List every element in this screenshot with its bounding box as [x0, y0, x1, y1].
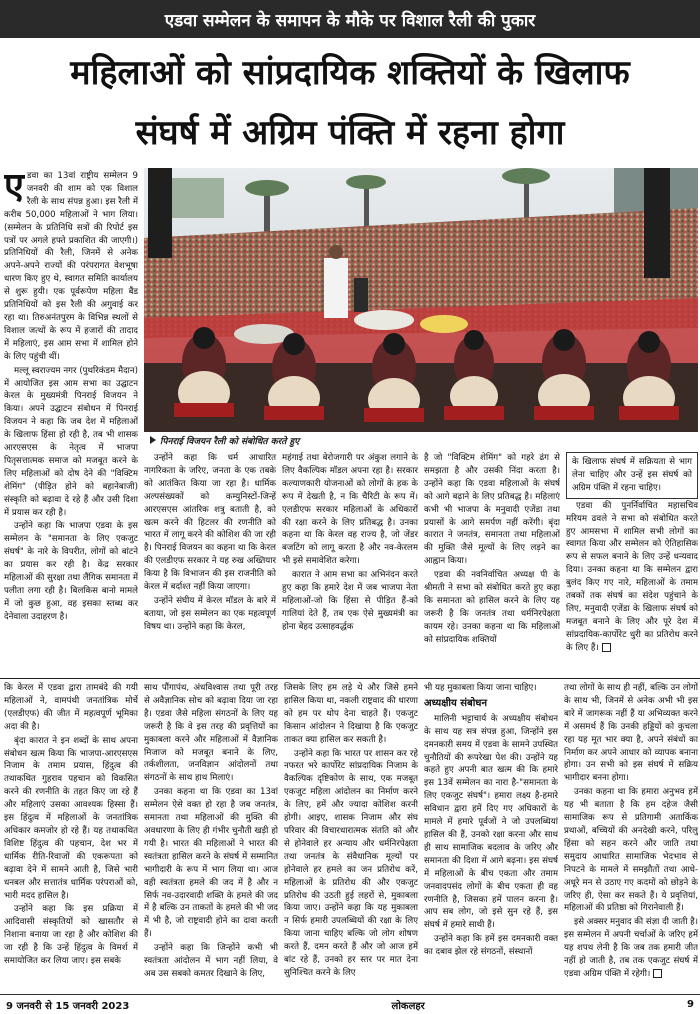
article-paragraph: उन्होंने कहा कि जिन्होंने कभी भी स्वतंत्रता आंदोलन में भाग नहीं लिया, वे अब उस सबको कमतर दिखाने के लिए,: [144, 943, 278, 979]
article-paragraph: तथा लोगों के साथ ही नहीं, बल्कि उन लोगों के साथ भी, जिनमें से अनेक अभी भी इस बारे में जागरूक नहीं हैं या अभिव्यक्त करने में असमर्थ हैं कि उनकी हड्डियों को कुचला रहा यह मूत भार क्या है, अपने संबंधों का निर्माण कर अपने आधार को व्यापक बनाना होगा। उन सभी को इस संघर्ष में सक्रिय भागीदार बनना होगा।: [564, 683, 698, 784]
article-paragraph: मालिनी भट्टाचार्य के अध्यक्षीय संबोधन के साथ यह सत्र संपन्न हुआ, जिन्होंने इस दमनकारी समय में एडवा के सामने उपस्थित चुनौतियों की रूपरेखा पेश की। उन्होंने यह कहते हुए अपनी बात खत्म की कि हमारे इस 13वें सम्मेलन का नारा है-"समानता के लिए एकजुट संघर्ष"। हमारा लक्ष्य है-हमारे सविधान द्वारा हमें दिए गए अधिकारों के मामले में हमारे पूर्वजों ने जो उपलब्धियां हासिल की हैं, उनको रक्षा करना और साथ ही साथ सामाजिक बदलाव के जरिए और समानता की दिशा में आगे बढ़ना। इस संघर्ष में महिलाओं के बीच एकता और तमाम जनवादपसंद लोगों के बीच एकता ही वह रणनीति है, जिसका हमें पालन करना है। आप सब लोग, जो इसे सुन रहे हैं, इस संघर्ष में हमारे साथी हैं।: [424, 713, 558, 931]
article-paragraph: एडवा की पुनर्निर्वाचित महासचिव मरियम ढवले ने सभा को संबोधित करते हुए आमसभा में शामिल सभी लोगों का स्वागत किया और सम्मेलन को ऐतिहासिक रूप से सफल बनाने के लिए उन्हें धन्यवाद दिया। उनका कहना था कि सम्मेलन द्वारा बुलंद किए गए नारे, महिलाओं के तमाम तबकों तक संघर्ष का संदेश पहुंचाने के लिए, मनुवादी एजेंडा के खिलाफ संघर्ष को मजबूत बनाने के लिए और पूरे देश में सांप्रदायिक-कार्पोरेट धुरी का प्रतिरोध करने के लिए हैं।: [566, 500, 698, 653]
kicker-text: एडवा सम्मेलन के समापन के मौके पर विशाल रैली की पुकार: [164, 10, 536, 31]
page-footer: [0, 994, 700, 1014]
article-paragraph: उन्होंने कहा कि इस प्रक्रिया में आदिवासी संस्कृतियों को खासतौर से निशाना बनाया जा रहा है और कोशिश की जा रही है कि उन्हें हिंदुत्व के विमर्श में समायोजित कर लिया जाए। इस सबके: [4, 904, 138, 967]
article-paragraph: मल्लू स्वराज्यम नगर (पुथरिकंडम मैदान) में आयोजित इस आम सभा का उद्घाटन केरल के मुख्यमंत्री पिनराई विजयन ने किया। अपने उद्घाटन संबोधन में पिनराई विजयन ने कहा कि जब देश में महिलाओं के खिलाफ हिंसा हो रही है, तब भी शासक आरएसएस के नेतृत्व में भाजपा पितृसत्तात्मक समाज को मजबूत करने के लिए महिलाओं को दोष देने की "विक्टिम शेमिंग" (पीड़ित होने को बहानेबाजी) संस्कृति को बढ़ावा दे रहे हैं और उसी दिशा में प्रयास कर रही है।: [4, 365, 138, 518]
drop-cap: ए: [4, 170, 24, 207]
article-paragraph: उन्होंने कहा कि धर्म आधारित नागरिकता के जरिए, जनता के एक तबके को आतंकित किया जा रहा है। धार्मिक अल्पसंख्यकों को कम्युनिस्टों-जिन्हें आरएसएस आंतरिक शत्रु बताती है, को खत्म करने की हिटलर की रणनीति को भारत में लागू करने की कोशिश की जा रही है। पिनराई विजयन का कहना था कि केरल की एलडीएफ सरकार ने यह रुख अख्तियार किया है कि विभाजन की इस राजनीति को केरल में बर्दाश्त नहीं किया जाएगा।: [144, 453, 276, 593]
article-paragraph: उनका कहना था कि एडवा का 13वां सम्मेलन ऐसे वक्त हो रहा है जब जनतंत्र, समानता तथा महिलाओं की मुक्ति की अवधारणा के लिए ही गंभीर चुनौती खड़ी हो गयी है। भारत की महिलाओं ने भारत की स्वतंत्रता हासिल करने के संघर्ष में सम्मानित भागीदारी के रूप में भाग लिया था। आज वही स्वतंत्रता हमले की जद में है और न सिर्फ नव-उदारवादी शक्ति के हमले की जद में है बल्कि उन ताकतों के हमले की भी जद में भी है, जो राष्ट्रवादी होने का दावा करती हैं।: [144, 787, 278, 940]
article-paragraph: जिसके लिए हम लड़े थे और जिसे हमने हासिल किया था, नकली राष्ट्रवाद की धारणा को हम पर थोप देना चाहते हैं। एकजुट किसान आंदोलन ने दिखाया है कि एकजुट ताकत क्या हासिल कर सकती है।: [284, 683, 418, 745]
article-column-b2: [144, 682, 278, 988]
article-column-3: [282, 452, 418, 674]
issue-date: 9 जनवरी से 15 जनवरी 2023: [6, 1000, 130, 1012]
article-paragraph: उन्होंने कहा कि हमें इस दमनकारी वक्त का दबाव झेल रहे संगठनों, संस्थानों: [424, 934, 558, 958]
article-paragraph: महंगाई तथा बेरोजगारी पर अंकुश लगाने के लिए वैकल्पिक मॉडल अपना रहा है। सरकार कल्याणकारी योजनाओं को लोगों के हक के रूप में देखती है, न कि चैरिटी के रूप में। एलडीएफ सरकार महिलाओं के अधिकारों की रक्षा करने के लिए प्रतिबद्ध है। उनका कहना था कि केरल वह राज्य है, जो जेंडर बजटिंग को लागू करता है और नव-केरलम भी इसे समावेशित करेगा।: [282, 453, 418, 567]
headline-line-1: महिलाओं को सांप्रदायिक शक्तियों के खिलाफ: [70, 53, 630, 93]
subheading: अध्यक्षीय संबोधन: [424, 697, 488, 709]
rally-photo-illustration: [144, 168, 698, 432]
article-column-b1: [4, 682, 138, 988]
article-paragraph: कि केरल में एडवा द्वारा तामबंदे की गयी महिलाओं ने, वामपंथी जनतांत्रिक मोर्चे (एलडीएफ) की जीत में महत्वपूर्ण भूमिका अदा की है।: [4, 683, 138, 732]
end-mark-icon: [653, 969, 662, 978]
article-paragraph: उन्होंने कहा कि भाजपा एडवा के इस सम्मेलन के "समानता के लिए एकजुट संघर्ष" के नारे के विपरीत, लोगों को बांटने का प्रयास कर रही है। केंद्र सरकार महिलाओं की सुरक्षा तथा लैंगिक समानता में पलीता लगा रही है। बिलकिस बानो मामले में जो कुछ हुआ, वह इसका स्तब्ध कर देनेवाला उदाहरण है।: [4, 521, 138, 622]
article-paragraph: भी यह मुकाबला किया जाना चाहिए।: [424, 683, 537, 693]
photo-caption: पिनराई विजयन रैली को संबोधित करते हुए: [144, 434, 698, 448]
headline-line-2: संघर्ष में अग्रिम पंक्ति में रहना होगा: [135, 113, 565, 153]
article-paragraph: एडवा की नवनिर्वाचित अध्यक्ष पी के श्रीमती ने सभा को संबोधित करते हुए कहा कि समानता को हासिल करने के लिए यह जरूरी है कि जनतंत्र तथा धर्मनिरपेक्षता कायम रहे। उनका कहना था कि महिलाओं को सांप्रदायिक शक्तियों: [424, 570, 560, 645]
article-column-2: [144, 452, 276, 674]
article-paragraph: कारात ने आम सभा का अभिनंदन करते हुए कहा कि हमारे देश में जब भाजपा नेता महिलाओं-जो कि हिंसा से पीड़ित हैं-को गालियां देते हैं, तब एक ऐसे मुख्यमंत्री का होना बेहद उत्साहवर्द्धक: [282, 570, 418, 632]
rally-photo: [144, 168, 698, 432]
article-paragraph: उन्होंने कहा कि भारत पर शासन कर रहे नफरत भरे कार्पोरेट सांप्रदायिक निजाम के वैकल्पिक दृष्टिकोण के साथ, एक मजबूत एकजुट महिला आंदोलन का निर्माण करने के लिए, हमें और ज्यादा कोशिश करनी होगी। आइए, शासक निजाम और संघ परिवार की विचारधारात्मक संतति को और से होनेवाले हर अन्याय और धर्मनिरपेक्षता तथा जनतंत्र के संवैधानिक मूल्यों पर होनेवाले हर हमले का जन प्रतिरोध करें, महिलाओं के प्रतिरोध की और एकजुट प्रतिरोध की उठती हुई लहरों से, मुकाबला किया जाए। उन्होंने कहा कि यह मुकाबला न सिर्फ हमारी उपलब्धियों की रक्षा के लिए किया जाना चाहिए बल्कि जो लोग शोषण करते हैं, दमन करते हैं और जो आज हमें बांट रहे हैं, उनको हर स्तर पर मात देना सुनिश्चित करने के लिए: [284, 748, 418, 978]
article-paragraph: उन्होंने संघीय में केरल मॉडल के बारे में बताया, जो इस सम्मेलन का एक महत्वपूर्ण विषय था। उन्होंने कहा कि केरल,: [144, 595, 276, 632]
article-paragraph: बृंदा कारात ने इन शब्दों के साथ अपना संबोधन खत्म किया कि भाजपा-आरएसएस निजाम के तमाम प्रयास, हिंदुत्व की तथाकथित गुहराव पहचान को विकसित करने की रणनीति के तहत किए जा रहे हैं और महिलाएं उसका आवश्यक हिस्सा हैं। इस हिंदुत्व में महिलाओं के जनतांत्रिक अधिकार कमजोर हो रहे हैं। यह तथाकथित विशिष्ट हिंदुत्व की पहचान, देश भर में धार्मिक रीति-रिवाजों की एकरूपता को बढ़ावा देने में सामने आती है, जिसे भारी धनबल और सत्तातंत्र धार्मिक परंपराओं को, भारी मदद हासिल है।: [4, 735, 138, 901]
page-number: 9: [687, 999, 694, 1010]
section-divider: [0, 678, 700, 679]
kicker-band: [0, 0, 700, 38]
article-paragraph: डवा का 13वां राष्ट्रीय सम्मेलन 9 जनवरी की शाम को एक विशाल रैली के साथ संपन्न हुआ। इस रैली में करीब 50,000 महिलाओं ने भाग लिया। (सम्मेलन के प्रतिनिधि सत्रों की रिपोर्ट इस पत्रों पर अगले हफ्ते प्रकाशित की जाएगी।) प्रतिनिधियों की रैली, जिनमें से अनेक अपने-अपने राज्यों की परंपरागत वेशभूषा धारण किए हुए थे, स्वागत समिति कार्यालय से शुरू हुयी। एक पूर्वरूपेण महिला बैंड प्रतिनिधियों को इस रैली की अगुवाई कर रहा था। तिरुअनंतपुरम के विभिन्न स्थलों से विशाल जत्थों के रूप में हजारों की तादाद में महिलाएं, इस आम सभा में शामिल होने के लिए पहुंची थीं।: [4, 171, 138, 362]
article-paragraph: उनका कहना था कि हमारा अनुभव हमें यह भी बताता है कि हम दहेज जैसी सामाजिक रूप से प्रतिगामी अतार्किक प्रथाओं, बच्चियों की अनदेखी करने, परिलु हिंसा को सहन करने और जाति तथा समुदाय आधारित सामाजिक भेदभाव से निपटने के मामले में समझौतों तथा आधे-अधूरे मन से उठाए गए कदमों को छोड़ने के जरिए ही, ऐसा कर सकते हैं। ये प्रवृत्तियां, महिलाओं की प्रतिष्ठा को गिरानेवाली हैं।: [564, 787, 698, 914]
article-paragraph: है जो "विक्टिम शेमिंग" को गहरे ढंग से समझता है और उसकी निंदा करता है। उन्होंने कहा कि एडवा महिलाओं के संघर्ष को आगे बढ़ाने के लिए प्रतिबद्ध है। महिलाएं कभी भी भाजपा के मनुवादी एजेंडा तथा प्रयासों के आगे समर्पण नहीं करेंगी। बृंदा कारात ने जनतंत्र, समानता तथा महिलाओं की मुक्ति जैसे मूल्यों के लिए लड़ने का आह्वान किया।: [424, 453, 560, 567]
end-mark-icon: [602, 643, 611, 652]
publication-name: लोकलहर: [391, 1000, 425, 1012]
article-column-b4: [424, 682, 558, 988]
article-paragraph: इसे अक्सर मनुवाद की संज्ञा दी जाती है। इस सम्मेलन में अपनी चर्चाओं के जरिए हमें यह शपथ लेनी है कि जब तक हमारी जीत नहीं हो जाती है, तब तक एकजुट संघर्ष में एडवा अग्रिम पंक्ति में रहेगी।: [564, 917, 698, 979]
article-column-4: [424, 452, 560, 674]
article-column-1: [4, 170, 138, 750]
article-column-b5: [564, 682, 698, 988]
article-paragraph: साथ पौंगापंथ, अंधविश्वास तथा पूरी तरह से अवैज्ञानिक सोच को बढ़ावा दिया जा रहा है। एडवा जैसे महिला संगठनों के लिए यह जरूरी है कि वे इस तरह की प्रवृत्तियों का मुकाबला करने और महिलाओं में वैज्ञानिक मिजाज को मजबूत बनाने के लिए, तर्कशीलता, जनविज्ञान आंदोलनों तथा संगठनों के साथ हाथ मिलाएं।: [144, 683, 278, 784]
article-column-5: [566, 452, 698, 674]
article-column-b3: [284, 682, 418, 988]
boxed-continuation: के खिलाफ संघर्ष में सक्रियता से भाग लेना चाहिए और उन्हें इस संघर्ष को अग्रिम पंक्ति में रहना चाहिए।: [566, 452, 698, 499]
